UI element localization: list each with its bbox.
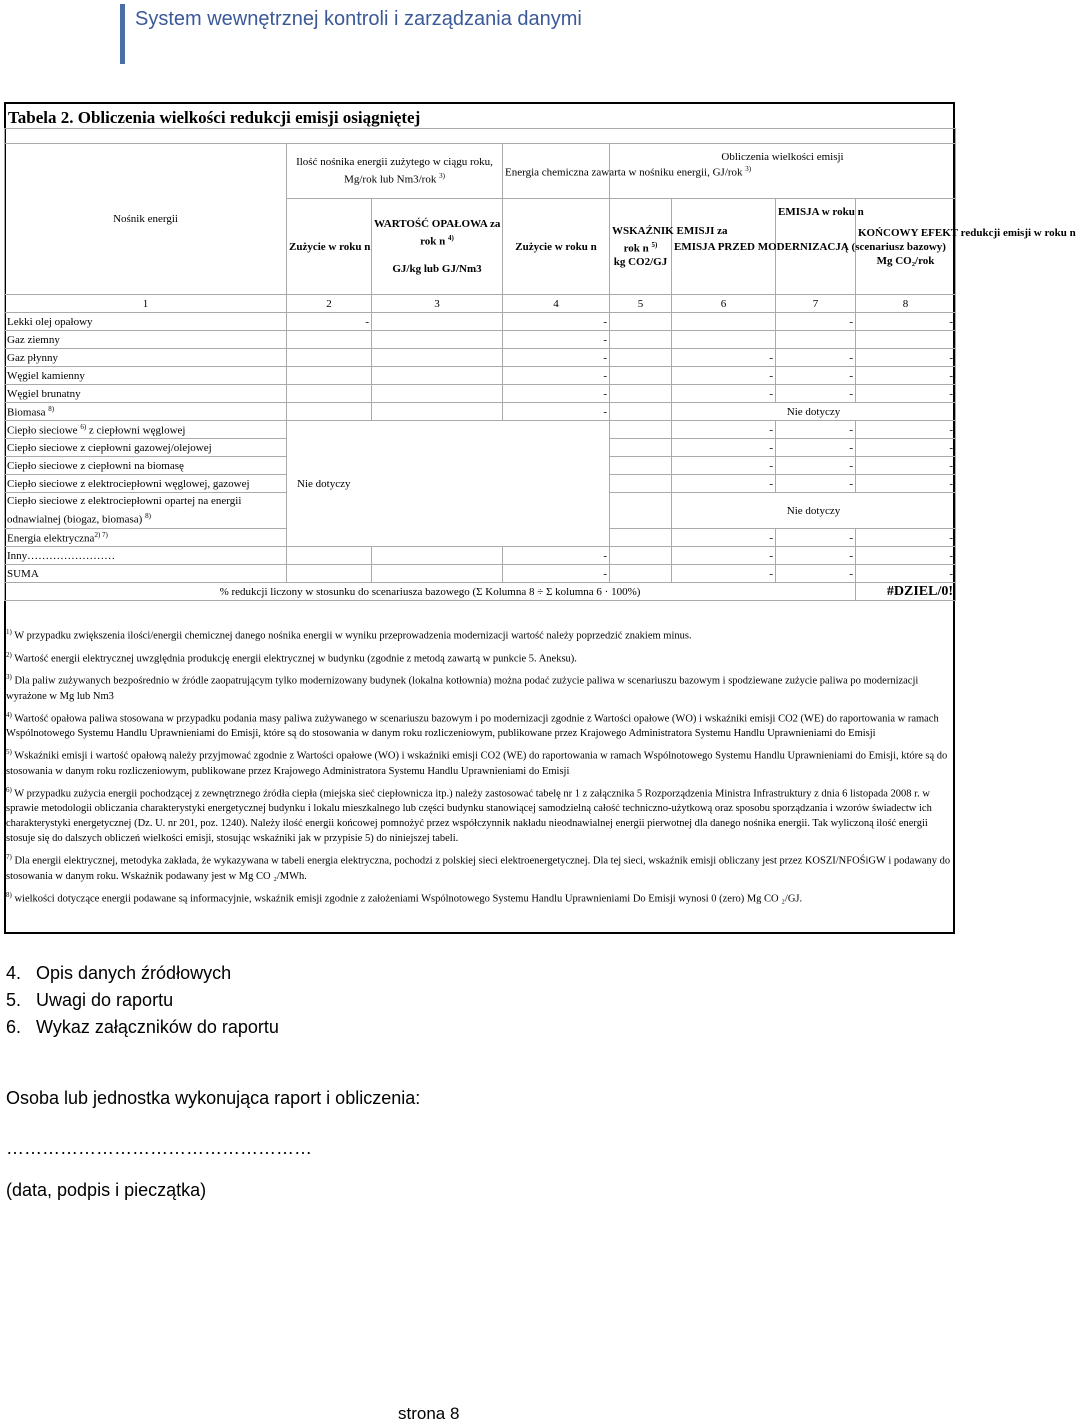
emissions-table [4,128,1076,601]
reduction-label: % redukcji liczony w stosunku do scenariusza bazowego (Σ Kolumna 8 ÷ Σ kolumna 6 · 100%) [5,583,856,601]
footnote: $^{5)}$ Wskaźniki emisji i wartość opałową należy przyjmować zgodnie z Wartości opałowe (WO) i wskaźniki emisji CO2 (WE) do raportowania w ramach Wspólnotowego Systemu Handlu Uprawnieniami do Emisji, które są do stosowania w danym roku rozliczeniowym, publikowane przez Krajowego Administratora Systemu Handlu Uprawnieniami do Emisji [6,748,948,777]
footnote: $^{3)}$ Dla paliw zużywanych bezpośrednio w źródle zaopatrującym tylko modernizowany budynek (lokalna kotłownia) można podać zużycie paliwa w scenariuszu bazowym i spodziewane zużycie paliwa po modernizacji wyrażone w Mg lub Nm3 [6,673,919,702]
h-wskaznik: WSKAŹNIK EMISJI za rok n $^{5)}$ kg CO2/GJ [610,199,672,295]
section-list [6,960,279,1041]
footnote: $^{7)}$ Dla energii elektrycznej, metodyka zakłada, że wykazywana w tabeli energia elektryczna, pochodzi z polskiej sieci elektroenergetycznej. Dla tej sieci, wskaźnik emisji obliczany jest przez KOSZI/NFOŚiGW i podawany do stosowania w danym roku. Wskaźnik podawany jest w Mg CO ₂/MWh. [6,853,951,882]
list-item: 4. Opis danych źródłowych [6,963,232,983]
table-title: Tabela 2. Obliczenia wielkości redukcji emisji osiągniętej [8,108,421,127]
table-row: Ciepło sieciowe $^{6)}$ z ciepłowni węglowej Nie dotyczy - - - [5,421,956,439]
table-row: Gaz płynny - - - - [5,349,956,367]
col-group-energia: Energia chemiczna zawarta w nośniku energii, GJ/rok $^{3)}$ [503,144,610,199]
reduction-row [5,583,956,601]
footnote: $^{2)}$ Wartość energii elektrycznej uwzględnia produkcję energii elektrycznej w budynku (zgodnie z metodą zawartą w punkcie 5. Aneksu). [6,650,577,664]
col-nosnik: Nośnik energii [5,144,287,295]
table-row-biomasa: Biomasa $^{8)}$ - Nie dotyczy [5,403,956,421]
footnotes [6,625,951,910]
signature-caption: (data, podpis i pieczątka) [6,1180,207,1200]
col-group-obliczenia: Obliczenia wielkości emisji [610,144,956,199]
table-row-suma: SUMA - - - - [5,565,956,583]
h-zuzycie-2: Zużycie w roku n [503,199,610,295]
table-row: Węgiel brunatny - - - - [5,385,956,403]
nie-dotyczy-heat: Nie dotyczy [287,421,610,547]
table-row: Ciepło sieciowe z ciepłowni gazowej/olejowej - - - [5,439,956,457]
footnote: $^{8)}$ wielkości dotyczące energii podawane są informacyjnie, wskaźnik emisji zgodnie z założeniami Wspólnotowego Systemu Handlu Uprawnieniami Do Emisji wynosi 0 (zero) Mg CO ₂/GJ. [6,890,803,904]
list-item: 5. Uwagi do raportu [6,990,174,1010]
h-wartosc-opalowa: WARTOŚĆ OPAŁOWA za rok n $^{4)}$ GJ/kg lub GJ/Nm3 [372,199,503,295]
table-row: Ciepło sieciowe z elektrociepłowni węglowej, gazowej - - - [5,475,956,493]
h-zuzycie-1: Zużycie w roku n [287,199,372,295]
table-row: Energia elektryczna$^{2) 7)}$ - - - [5,529,956,547]
footnote: $^{6)}$ W przypadku zużycia energii pochodzącej z zewnętrznego źródła ciepła (miejska sieć ciepłownicza itp.) należy zastosować tabelę nr 1 z załącznika 5 Rozporządzenia Ministra Infrastruktury z dnia 6 listopada 2008 r. w sprawie metodologii obliczania charakterystyki energetycznej budynku i lokalu mieszkalnego lub części budynku stanowiącej samodzielną całość techniczno-użytkową oraz sposobu sporządzania i wzorów świadectw ich charakterystyki energetycznej (Dz. U. nr 201, poz. 1240). Należy ilość energii końcowej pomnożyć przez współczynnik nakładu nieodnawialnej energii pierwotnej dla danego nośnika energii. Tak wyliczoną ilość energii stosuje się do dalszych obliczeń wielkości emisji, stosując wskaźniki jak w przypisie 5) do niniejszej tabeli. [6,785,932,844]
header-accent-bar [120,4,125,64]
footnote: $^{4)}$ Wartość opałowa paliwa stosowana w przypadku podania masy paliwa zużywanego w scenariuszu bazowym i po modernizacji zgodnie z Wartości opałowe (WO) i wskaźniki emisji CO2 (WE) do raportowania w ramach Wspólnotowego Systemu Handlu Uprawnieniami do Emisji, które są do stosowania w danym roku rozliczeniowym, publikowane przez Krajowego Administratora Systemu Handlu Uprawnieniami do Emisji [6,710,939,739]
table-row-oze: Ciepło sieciowe z elektrociepłowni opartej na energii odnawialnej (biogaz, biomasa) $^{8)}$ Nie dotyczy [5,493,956,529]
col-group-ilosc: Ilość nośnika energii zużytego w ciągu roku, Mg/rok lub Nm3/rok $^{3)}$ [287,144,503,199]
table-row: Inny…………………… - - - - [5,547,956,565]
list-item: 6. Wykaz załączników do raportu [6,1017,279,1037]
page-number: strona 8 [398,1404,460,1423]
signature-dots: …………………………………………… [6,1138,312,1158]
responsible-label: Osoba lub jednostka wykonująca raport i obliczenia: [6,1088,421,1108]
reduction-value: #DZIEL/0! [856,583,956,601]
table-row: Lekki olej opałowy - - - - [5,313,956,331]
h-koncowy: KOŃCOWY EFEKT redukcji emisji w roku n Mg CO₂/rok [856,199,956,295]
col-number-row: 1 2 3 4 5 6 7 8 [5,295,956,313]
h-emisja-przed: EMISJA PRZED MODERNIZACJĄ (scenariusz bazowy) [672,199,776,295]
table-row: Ciepło sieciowe z ciepłowni na biomasę - - - [5,457,956,475]
table-row: Węgiel kamienny - - - - [5,367,956,385]
header-title: System wewnętrznej kontroli i zarządzania danymi [135,8,582,30]
table-row: Gaz ziemny - [5,331,956,349]
h-emisja-w: EMISJA w roku n [776,199,856,295]
footnote: $^{1)}$ W przypadku zwiększenia ilości/energii chemicznej danego nośnika energii w wyniku przeprowadzenia modernizacji wartość należy poprzedzić znakiem minus. [6,628,692,642]
